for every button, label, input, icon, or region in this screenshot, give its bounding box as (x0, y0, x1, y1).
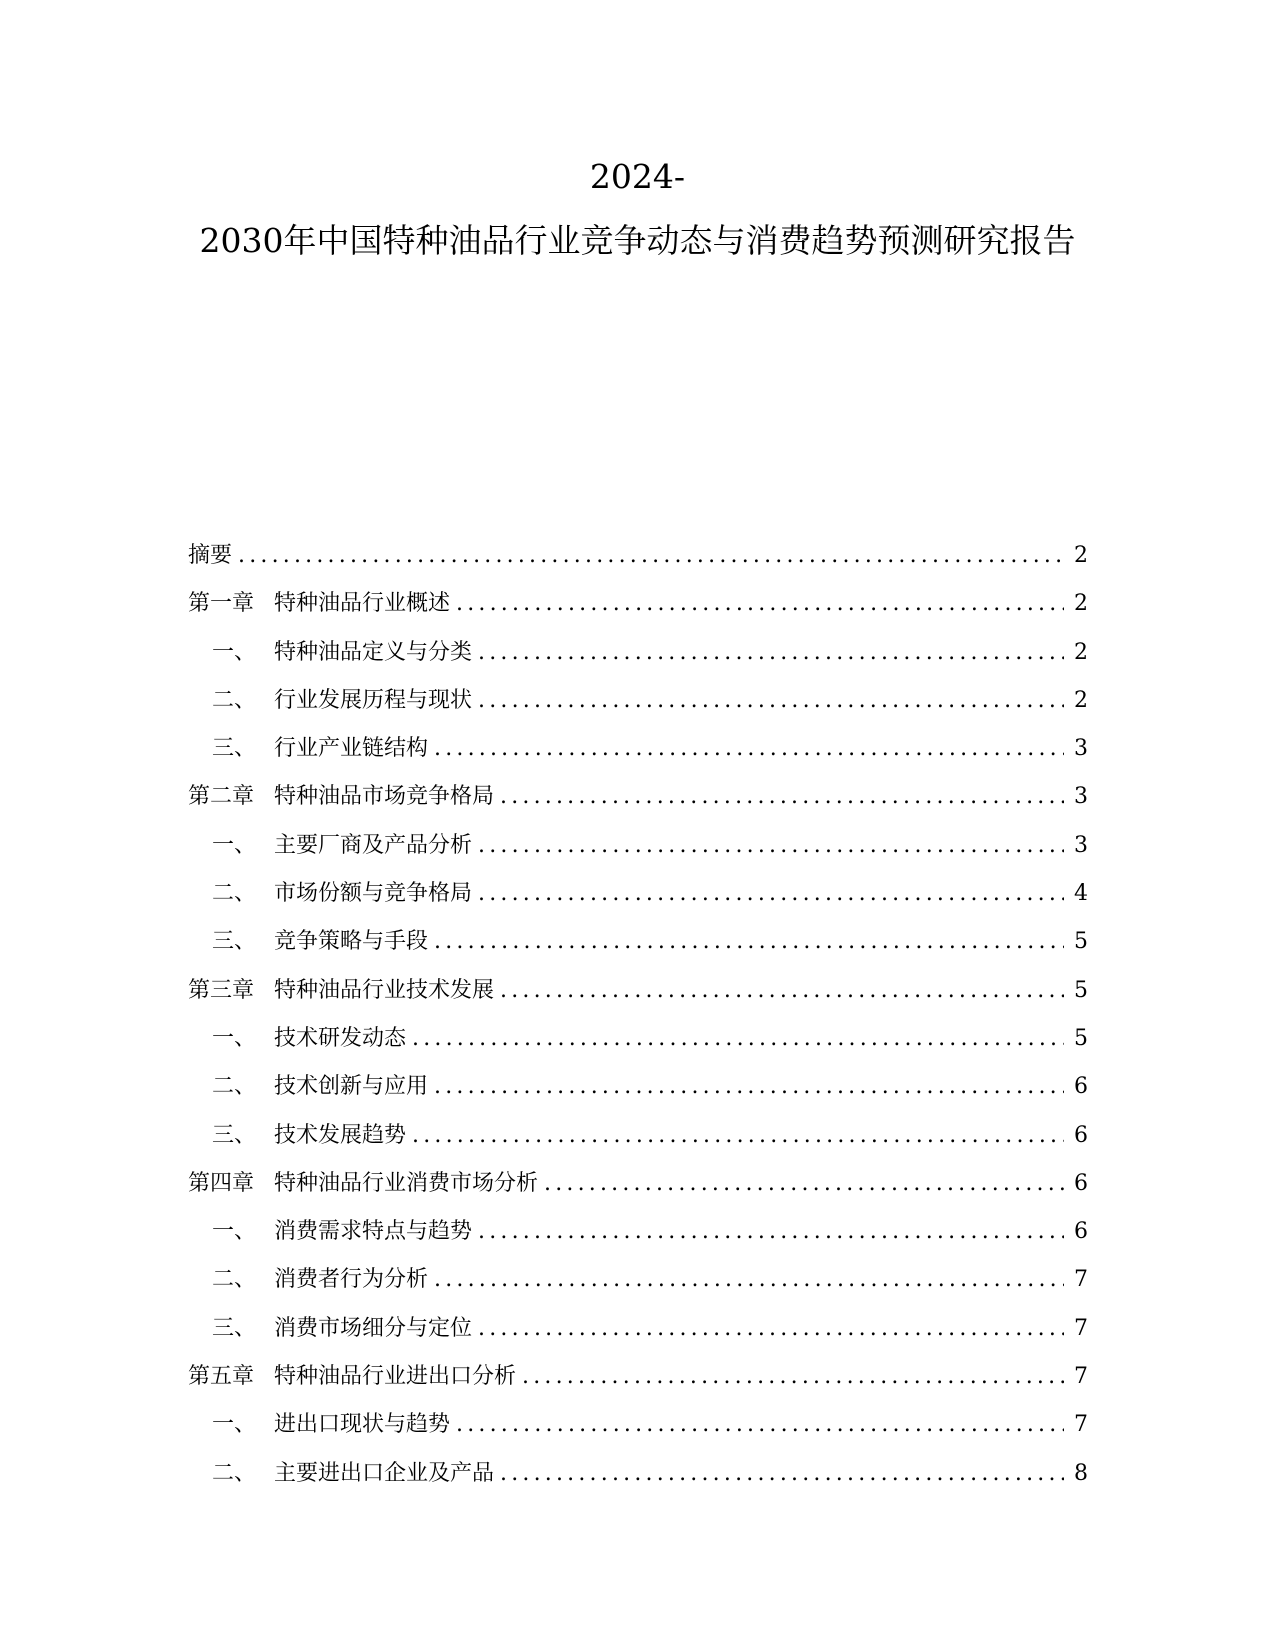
toc-entry-label (188, 1401, 450, 1449)
toc-page-number: 7 (1074, 1267, 1088, 1293)
toc-dot-leader (412, 1015, 1064, 1063)
toc-entry-number: 二、 (212, 687, 257, 713)
toc-dot-leader (522, 1353, 1064, 1401)
toc-dot-leader (434, 918, 1064, 966)
report-title-line-2: 2030年中国特种油品行业竞争动态与消费趋势预测研究报告 (199, 221, 1076, 260)
toc-dot-leader (434, 1256, 1064, 1304)
toc-entry-number: 二、 (212, 1074, 257, 1100)
toc-entry-number: 三、 (212, 1122, 257, 1148)
toc-entry-title: 主要厂商及产品分析 (274, 832, 473, 858)
toc-entry[interactable] (188, 870, 1088, 918)
toc-entry-title: 特种油品行业技术发展 (274, 977, 495, 1003)
toc-entry-label (188, 822, 472, 870)
toc-page-number: 3 (1074, 832, 1088, 858)
toc-entry-title: 特种油品行业概述 (274, 591, 451, 617)
toc-entry-label (188, 629, 472, 677)
toc-entry-title: 主要进出口企业及产品 (274, 1460, 495, 1486)
toc-page-number: 7 (1074, 1412, 1088, 1438)
toc-entry-number: 二、 (212, 1267, 257, 1293)
toc-entry-title: 行业发展历程与现状 (274, 687, 473, 713)
toc-entry[interactable] (188, 1450, 1088, 1498)
toc-dot-leader (500, 967, 1064, 1015)
toc-dot-leader (412, 1112, 1064, 1160)
toc-entry-number: 第二章 (188, 784, 255, 810)
toc-entry[interactable] (188, 1160, 1088, 1208)
toc-entry[interactable] (188, 1401, 1088, 1449)
toc-dot-leader (456, 580, 1064, 628)
toc-entry-label (188, 967, 494, 1015)
toc-entry-title: 特种油品定义与分类 (274, 639, 473, 665)
toc-entry-label (188, 1305, 472, 1353)
report-title-line-1: 2024- (589, 157, 686, 196)
toc-entry-title: 进出口现状与趋势 (274, 1412, 451, 1438)
toc-entry-number: 二、 (212, 1460, 257, 1486)
toc-entry-title: 技术发展趋势 (274, 1122, 407, 1148)
toc-entry-title: 行业产业链结构 (274, 736, 429, 762)
toc-entry-label (188, 1353, 516, 1401)
toc-dot-leader (238, 532, 1064, 580)
toc-dot-leader (434, 725, 1064, 773)
toc-page-number: 7 (1074, 1315, 1088, 1341)
toc-entry[interactable] (188, 1256, 1088, 1304)
toc-entry-number: 一、 (212, 1412, 257, 1438)
toc-dot-leader (478, 677, 1064, 725)
toc-entry-number: 三、 (212, 736, 257, 762)
toc-entry[interactable] (188, 1305, 1088, 1353)
toc-entry[interactable] (188, 1112, 1088, 1160)
toc-entry-title: 技术创新与应用 (274, 1074, 429, 1100)
toc-entry-label (188, 532, 232, 580)
toc-entry[interactable] (188, 580, 1088, 628)
toc-dot-leader (456, 1401, 1064, 1449)
toc-entry-number: 一、 (212, 1025, 257, 1051)
toc-page-number: 6 (1074, 1074, 1088, 1100)
toc-entry-number: 一、 (212, 832, 257, 858)
toc-entry[interactable] (188, 822, 1088, 870)
toc-entry-title: 特种油品行业消费市场分析 (274, 1170, 539, 1196)
toc-entry[interactable] (188, 725, 1088, 773)
toc-page-number: 5 (1074, 929, 1088, 955)
toc-entry-number: 第五章 (188, 1364, 255, 1390)
toc-dot-leader (500, 773, 1064, 821)
toc-entry-number: 一、 (212, 639, 257, 665)
toc-page-number: 8 (1074, 1460, 1088, 1486)
toc-dot-leader (434, 1063, 1064, 1111)
toc-page-number: 2 (1074, 639, 1088, 665)
toc-entry-label (188, 1256, 428, 1304)
toc-page-number: 7 (1074, 1364, 1088, 1390)
toc-entry-label (188, 773, 494, 821)
toc-entry[interactable] (188, 677, 1088, 725)
toc-page-number: 5 (1074, 1025, 1088, 1051)
toc-entry-title: 特种油品市场竞争格局 (274, 784, 495, 810)
toc-entry-label (188, 870, 472, 918)
toc-entry[interactable] (188, 967, 1088, 1015)
toc-entry-number: 三、 (212, 1315, 257, 1341)
toc-dot-leader (478, 1208, 1064, 1256)
toc-page-number: 2 (1074, 543, 1088, 568)
toc-entry[interactable] (188, 532, 1088, 580)
toc-entry-number: 二、 (212, 881, 257, 907)
toc-entry-number: 三、 (212, 929, 257, 955)
toc-entry-label (188, 1208, 472, 1256)
toc-dot-leader (478, 870, 1064, 918)
toc-entry[interactable] (188, 1208, 1088, 1256)
toc-entry[interactable] (188, 773, 1088, 821)
toc-dot-leader (478, 1305, 1064, 1353)
toc-entry-title: 消费者行为分析 (274, 1267, 429, 1293)
table-of-contents (188, 532, 1088, 1498)
toc-page-number: 2 (1074, 591, 1088, 617)
toc-entry-label (188, 1015, 406, 1063)
toc-entry-label (188, 1450, 494, 1498)
toc-entry[interactable] (188, 918, 1088, 966)
toc-entry-number: 第四章 (188, 1170, 255, 1196)
toc-entry-title: 竞争策略与手段 (274, 929, 429, 955)
toc-entry[interactable] (188, 1015, 1088, 1063)
toc-entry-label (188, 1112, 406, 1160)
toc-entry-label (188, 918, 428, 966)
toc-entry-title: 摘要 (188, 543, 233, 568)
toc-entry-label (188, 580, 450, 628)
toc-entry-number: 第一章 (188, 591, 255, 617)
toc-page-number: 6 (1074, 1170, 1088, 1196)
toc-page-number: 6 (1074, 1219, 1088, 1245)
toc-entry-title: 特种油品行业进出口分析 (274, 1364, 517, 1390)
toc-page-number: 3 (1074, 784, 1088, 810)
toc-entry-label (188, 677, 472, 725)
toc-page-number: 4 (1074, 881, 1088, 907)
toc-dot-leader (478, 822, 1064, 870)
toc-entry-number: 一、 (212, 1219, 257, 1245)
toc-entry-title: 消费市场细分与定位 (274, 1315, 473, 1341)
toc-dot-leader (478, 629, 1064, 677)
toc-entry[interactable] (188, 629, 1088, 677)
toc-entry-label (188, 1063, 428, 1111)
toc-entry[interactable] (188, 1063, 1088, 1111)
toc-page-number: 3 (1074, 736, 1088, 762)
toc-entry-label (188, 725, 428, 773)
toc-entry[interactable] (188, 1353, 1088, 1401)
toc-dot-leader (544, 1160, 1064, 1208)
toc-page-number: 5 (1074, 977, 1088, 1003)
toc-entry-label (188, 1160, 538, 1208)
toc-entry-title: 市场份额与竞争格局 (274, 881, 473, 907)
toc-page-number: 6 (1074, 1122, 1088, 1148)
report-title (0, 145, 1275, 273)
toc-page-number: 2 (1074, 687, 1088, 713)
toc-entry-number: 第三章 (188, 977, 255, 1003)
toc-entry-title: 技术研发动态 (274, 1025, 407, 1051)
toc-entry-title: 消费需求特点与趋势 (274, 1219, 473, 1245)
toc-dot-leader (500, 1450, 1064, 1498)
